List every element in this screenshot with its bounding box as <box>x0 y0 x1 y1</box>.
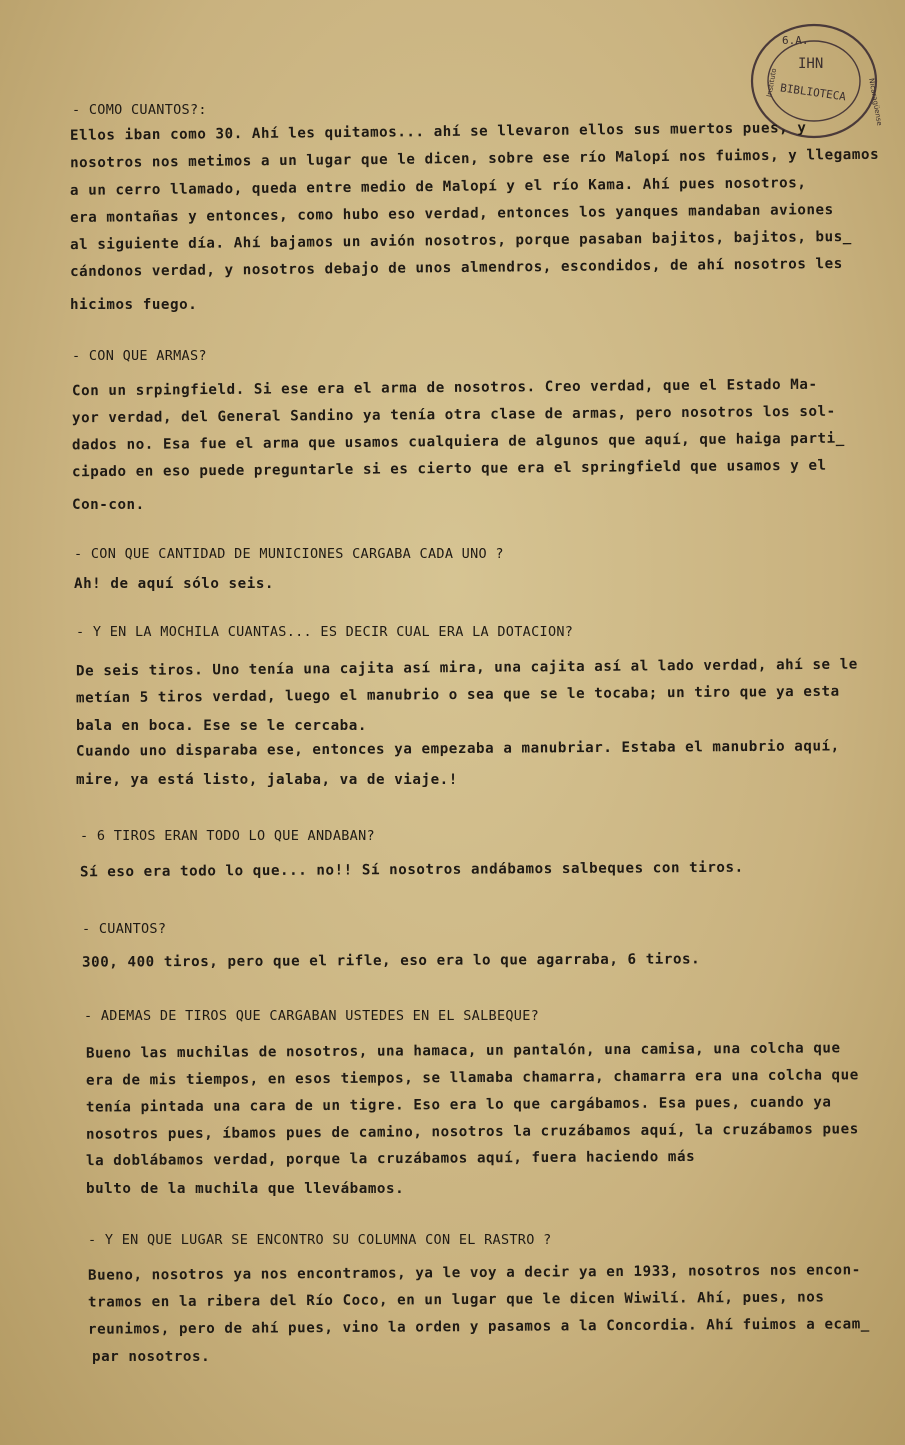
answer-6-line-1: 300, 400 tiros, pero que el rifle, eso era lo que agarraba, 6 tiros. <box>81 951 701 971</box>
question-4: - Y EN LA MOCHILA CUANTAS... ES DECIR CUAL ERA LA DOTACION? <box>76 624 574 640</box>
answer-1-line-4: era montañas y entonces, como hubo eso verdad, entonces los yanques mandaban aviones <box>69 202 834 226</box>
answer-4-line-3: bala en boca. Ese se le cercaba. <box>76 718 367 734</box>
answer-2-line-5: Con-con. <box>72 497 145 513</box>
answer-7-line-6: bulto de la muchila que llevábamos. <box>86 1181 405 1197</box>
question-5: - 6 TIROS ERAN TODO LO QUE ANDABAN? <box>80 828 375 844</box>
answer-2-line-3: dados no. Esa fue el arma que usamos cualquiera de algunos que aquí, que haiga parti_ <box>71 430 845 454</box>
svg-text:Instituto: Instituto <box>765 67 779 98</box>
answer-1-line-2: nosotros nos metimos a un lugar que le dicen, sobre ese río Malopí nos fuimos, y llegamos <box>69 146 880 172</box>
answer-1-line-1: Ellos iban como 30. Ahí les quitamos... ahí se llevaron ellos sus muertos pues, y <box>69 120 807 144</box>
answer-8-line-2: tramos en la ribera del Río Coco, en un lugar que le dicen Wiwilí. Ahí, pues, nos <box>87 1289 825 1311</box>
answer-8-line-4: par nosotros. <box>92 1349 211 1365</box>
answer-8-line-1: Bueno, nosotros ya nos encontramos, ya le voy a decir ya en 1933, nosotros nos encon- <box>87 1262 861 1284</box>
question-8: - Y EN QUE LUGAR SE ENCONTRO SU COLUMNA CON EL RASTRO ? <box>88 1232 552 1248</box>
answer-1-line-6: cándonos verdad, y nosotros debajo de unos almendros, escondidos, de ahí nosotros les <box>69 255 843 281</box>
answer-4-line-2: metían 5 tiros verdad, luego el manubrio o sea que se le tocaba; un tiro que ya esta <box>75 683 840 707</box>
question-2: - CON QUE ARMAS? <box>72 348 207 364</box>
answer-5-line-1: Sí eso era todo lo que... no!! Sí nosotros andábamos salbeques con tiros. <box>79 859 744 881</box>
svg-text:IHN: IHN <box>798 56 824 72</box>
answer-1-line-3: a un cerro llamado, queda entre medio de Malopí y el río Kama. Ahí pues nosotros, <box>69 175 807 199</box>
question-6: - CUANTOS? <box>82 921 167 937</box>
answer-7-line-5: la doblábamos verdad, porque la cruzábamos aquí, fuera haciendo más <box>85 1148 696 1170</box>
svg-text:Nicaragüense: Nicaragüense <box>867 77 884 127</box>
answer-4-line-5: mire, ya está listo, jalaba, va de viaje.! <box>76 772 458 788</box>
svg-text:6.A.: 6.A. <box>782 34 809 47</box>
svg-text:BIBLIOTECA: BIBLIOTECA <box>779 81 847 104</box>
question-1: - COMO CUANTOS?: <box>72 102 207 118</box>
answer-7-line-2: era de mis tiempos, en esos tiempos, se llamaba chamarra, chamarra era una colcha que <box>85 1067 859 1089</box>
answer-2-line-4: cipado en eso puede preguntarle si es cierto que era el springfield que usamos y el <box>71 457 827 481</box>
answer-4-line-4: Cuando uno disparaba ese, entonces ya empezaba a manubriar. Estaba el manubrio aquí, <box>75 738 840 760</box>
answer-1-line-7: hicimos fuego. <box>70 297 198 313</box>
answer-2-line-2: yor verdad, del General Sandino ya tenía otra clase de armas, pero nosotros los sol- <box>71 403 836 427</box>
answer-7-line-3: tenía pintada una cara de un tigre. Eso era lo que cargábamos. Esa pues, cuando ya <box>85 1094 832 1116</box>
answer-7-line-1: Bueno las muchilas de nosotros, una hamaca, un pantalón, una camisa, una colcha que <box>85 1040 841 1062</box>
answer-2-line-1: Con un srpingfield. Si ese era el arma de nosotros. Creo verdad, que el Estado Ma- <box>71 376 818 400</box>
answer-7-line-4: nosotros pues, íbamos pues de camino, nosotros la cruzábamos aquí, la cruzábamos pues <box>85 1121 859 1143</box>
question-3: - CON QUE CANTIDAD DE MUNICIONES CARGABA CADA UNO ? <box>74 546 504 562</box>
answer-1-line-5: al siguiente día. Ahí bajamos un avión nosotros, porque pasaban bajitos, bajitos, bus_ <box>69 228 852 254</box>
answer-4-line-1: De seis tiros. Uno tenía una cajita así mira, una cajita así al lado verdad, ahí se le <box>75 656 858 680</box>
answer-8-line-3: reunimos, pero de ahí pues, vino la orden y pasamos a la Concordia. Ahí fuimos a ecam_ <box>87 1316 870 1338</box>
answer-3-line-1: Ah! de aquí sólo seis. <box>74 576 275 592</box>
question-7: - ADEMAS DE TIROS QUE CARGABAN USTEDES EN EL SALBEQUE? <box>84 1008 540 1024</box>
